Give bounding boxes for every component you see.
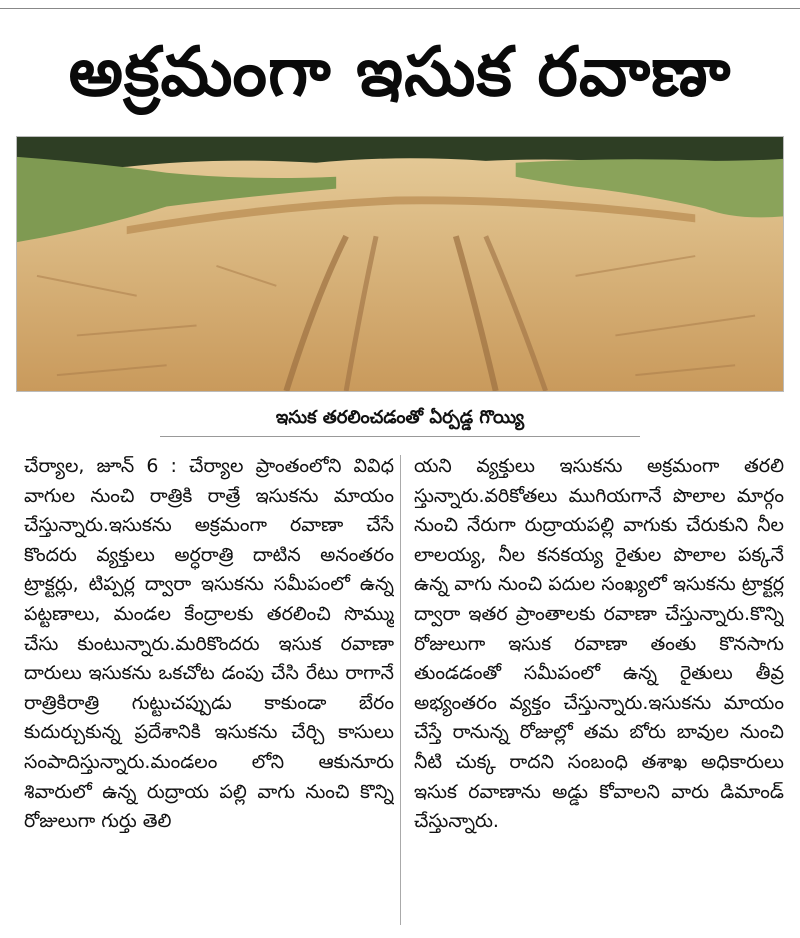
sand-pit-photo (16, 136, 784, 392)
photo-caption: ఇసుక తరలించడంతో ఏర్పడ్డ గొయ్యి (160, 400, 640, 437)
column-divider (400, 455, 401, 925)
top-rule (0, 0, 800, 9)
article-body-left-column: చేర్యాల, జూన్ 6 : చేర్యాల ప్రాంతంలోని వివిధ వాగుల నుంచి రాత్రికి రాత్రే ఇసుకను మాయం చేస్తున్నారు.ఇసుకను అక్రమంగా రవాణా చేసే కొందరు వ్యక్తులు అర్ధరాత్రి దాటిన అనంతరం ట్రాక్టర్లు, టిప్పర్ల ద్వారా ఇసుకను సమీపంలో ఉన్న పట్టణాలు, మండల కేంద్రాలకు తరలించి సొమ్ము చేసు కుంటున్నారు.మరికొందరు ఇసుక రవాణా దారులు ఇసుకను ఒకచోట డంపు చేసి రేటు రాగానే రాత్రికిరాత్రి గుట్టుచప్పుడు కాకుండా బేరం కుదుర్చుకున్న ప్రదేశానికి ఇసుకను చేర్చి కాసులు సంపాదిస్తున్నారు.మండలం లోని ఆకునూరు శివారులో ఉన్న రుద్రాయ పల్లి వాగు నుంచి కొన్ని రోజులుగా గుర్తు తెలి (24, 455, 394, 833)
article-body-right-column: యని వ్యక్తులు ఇసుకను అక్రమంగా తరలి స్తున్నారు.వరికోతలు ముగియగానే పొలాల మార్గం నుంచి నేరుగా రుద్రాయపల్లి వాగుకు చేరుకుని నీల లాలయ్య, నీల కనకయ్య రైతుల పొలాల పక్కనే ఉన్న వాగు నుంచి పదుల సంఖ్యలో ఇసుకను ట్రాక్టర్ల ద్వారా ఇతర ప్రాంతాలకు రవాణా చేస్తున్నారు.కొన్ని రోజులుగా ఇసుక రవాణా తంతు కొనసాగు తుండడంతో సమీపంలో ఉన్న రైతులు తీవ్ర అభ్యంతరం వ్యక్తం చేస్తున్నారు.ఇసుకను మాయం చేస్తే రానున్న రోజుల్లో తమ బోరు బావుల నుంచి నీటి చుక్క రాదని సంబంధి తశాఖ అధికారులు ఇసుక రవాణాను అడ్డు కోవాలని వారు డిమాండ్ చేస్తున్నారు. (414, 455, 784, 833)
headline: అక్రమంగా ఇసుక రవాణా (68, 33, 732, 112)
